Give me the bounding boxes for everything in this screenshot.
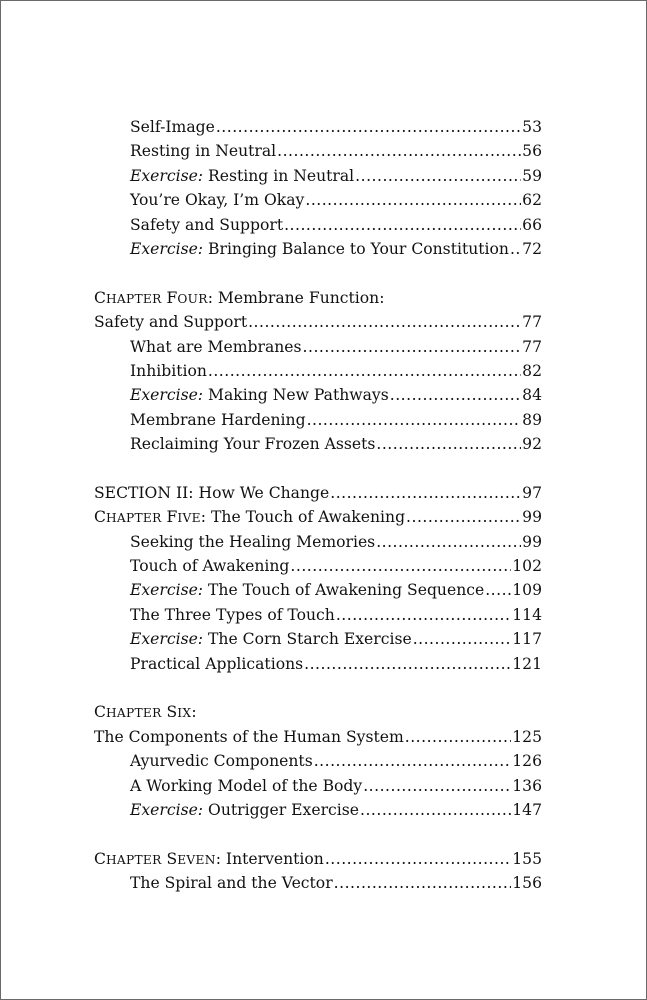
dot-leader [405,725,511,749]
chapter-heading: CHAPTER FIVE: The Touch of Awakening [94,508,406,527]
dot-leader [334,871,512,895]
dot-leader [314,749,512,773]
page-number: 84 [522,386,542,405]
entry-title: Inhibition [130,361,207,380]
dot-leader [330,481,521,505]
dot-leader [485,578,511,602]
entry-title: What are Membranes [130,337,302,356]
page-number: 156 [512,874,542,893]
dot-leader [406,505,521,529]
page-number: 62 [522,191,542,210]
entry-title [130,627,412,651]
dot-leader [290,554,511,578]
entry-title [130,578,484,602]
toc-entry[interactable] [94,530,542,554]
dot-leader [360,798,511,822]
entry-title: Ayurvedic Components [130,752,313,771]
exercise-label: Exercise: [130,581,204,600]
dot-leader [208,359,521,383]
dot-leader [284,213,521,237]
toc-entry[interactable] [94,139,542,163]
toc-entry[interactable] [94,335,542,359]
page-number: 89 [522,410,542,429]
entry-title: Resting in Neutral [130,142,277,161]
dot-leader [376,530,521,554]
exercise-label: Exercise: [130,800,204,819]
page-number: 72 [522,239,542,258]
page-number: 121 [512,654,542,673]
dot-leader [248,310,521,334]
entry-title-text: Resting in Neutral [203,166,355,185]
chapter-entry[interactable] [94,310,542,334]
toc-entry[interactable] [94,359,542,383]
dot-leader [336,603,511,627]
toc-entry[interactable] [94,652,542,676]
toc-entry[interactable] [94,774,542,798]
chapter-heading[interactable]: CHAPTER FOUR: Membrane Function: [94,288,385,307]
page-number: 53 [522,118,542,136]
chapter-entry[interactable] [94,725,542,749]
dot-leader [413,627,512,651]
entry-title: The Spiral and the Vector [130,874,333,893]
dot-leader [303,335,522,359]
page-number: 117 [512,630,542,649]
spacer [94,456,542,480]
exercise-label: Exercise: [130,386,204,405]
toc-entry[interactable] [94,749,542,773]
page-number: 102 [512,557,542,576]
dot-leader [376,432,521,456]
entry-title: Self-Image [130,118,215,136]
exercise-label: Exercise: [130,630,204,649]
spacer [94,261,542,285]
dot-leader [355,164,521,188]
entry-title [130,237,509,261]
toc-entry[interactable] [94,432,542,456]
spacer [94,822,542,846]
page-number: 99 [522,508,542,527]
entry-title-text: The Corn Starch Exercise [203,630,412,649]
entry-title: Safety and Support [130,215,284,234]
dot-leader [304,652,511,676]
page-number: 99 [522,532,542,551]
exercise-label: Exercise: [130,166,204,185]
toc-entry[interactable] [94,627,542,651]
dot-leader [305,188,521,212]
entry-title [130,383,389,407]
entry-title-text: Outrigger Exercise [203,800,359,819]
toc-entry[interactable] [94,164,542,188]
entry-title [130,798,359,822]
toc-entry[interactable] [94,408,542,432]
page-number: 109 [512,581,542,600]
entry-title: You’re Okay, I’m Okay [130,191,305,210]
toc-entry[interactable] [94,188,542,212]
page-number: 136 [512,776,542,795]
page-number: 126 [512,752,542,771]
toc-entry[interactable] [94,578,542,602]
dot-leader [325,847,511,871]
entry-title: Touch of Awakening [130,557,290,576]
section-entry[interactable] [94,481,542,505]
entry-title: Seeking the Healing Memories [130,532,376,551]
toc-entry[interactable] [94,237,542,261]
entry-title: Membrane Hardening [130,410,306,429]
page-number: 155 [512,849,542,868]
page-number: 56 [522,142,542,161]
toc-entry[interactable] [94,213,542,237]
entry-title: Practical Applications [130,654,304,673]
dot-leader [216,115,521,139]
dot-leader [510,237,521,261]
toc-entry[interactable] [94,603,542,627]
toc-entry[interactable] [94,383,542,407]
page-number: 114 [512,605,542,624]
chapter-heading[interactable]: CHAPTER SIX: [94,703,197,722]
dot-leader [390,383,521,407]
page-number: 147 [512,800,542,819]
entry-title: A Working Model of the Body [130,776,363,795]
dot-leader [277,139,521,163]
page-number: 66 [522,215,542,234]
table-of-contents [94,115,542,896]
toc-entry[interactable] [94,115,542,139]
page-number: 82 [522,361,542,380]
chapter-heading: CHAPTER SEVEN: Intervention [94,849,324,868]
entry-title: Reclaiming Your Frozen Assets [130,435,376,454]
page-number: 97 [522,483,542,502]
entry-title-text: The Touch of Awakening Sequence [203,581,485,600]
chapter-entry[interactable] [94,505,542,529]
toc-entry[interactable] [94,554,542,578]
dot-leader [307,408,522,432]
entry-title: The Three Types of Touch [130,605,335,624]
entry-title: The Components of the Human System [94,727,404,746]
page-number: 77 [522,337,542,356]
toc-entry[interactable] [94,871,542,895]
page-number: 77 [522,313,542,332]
exercise-label: Exercise: [130,239,204,258]
spacer [94,676,542,700]
page-number: 92 [522,435,542,454]
entry-title [130,164,354,188]
entry-title: Safety and Support [94,313,248,332]
dot-leader [363,774,511,798]
page-number: 59 [522,166,542,185]
toc-entry[interactable] [94,798,542,822]
entry-title-text: Making New Pathways [203,386,389,405]
chapter-entry[interactable] [94,847,542,871]
section-title: SECTION II: How We Change [94,483,330,502]
page-number: 125 [512,727,542,746]
entry-title-text: Bringing Balance to Your Constitution [203,239,509,258]
